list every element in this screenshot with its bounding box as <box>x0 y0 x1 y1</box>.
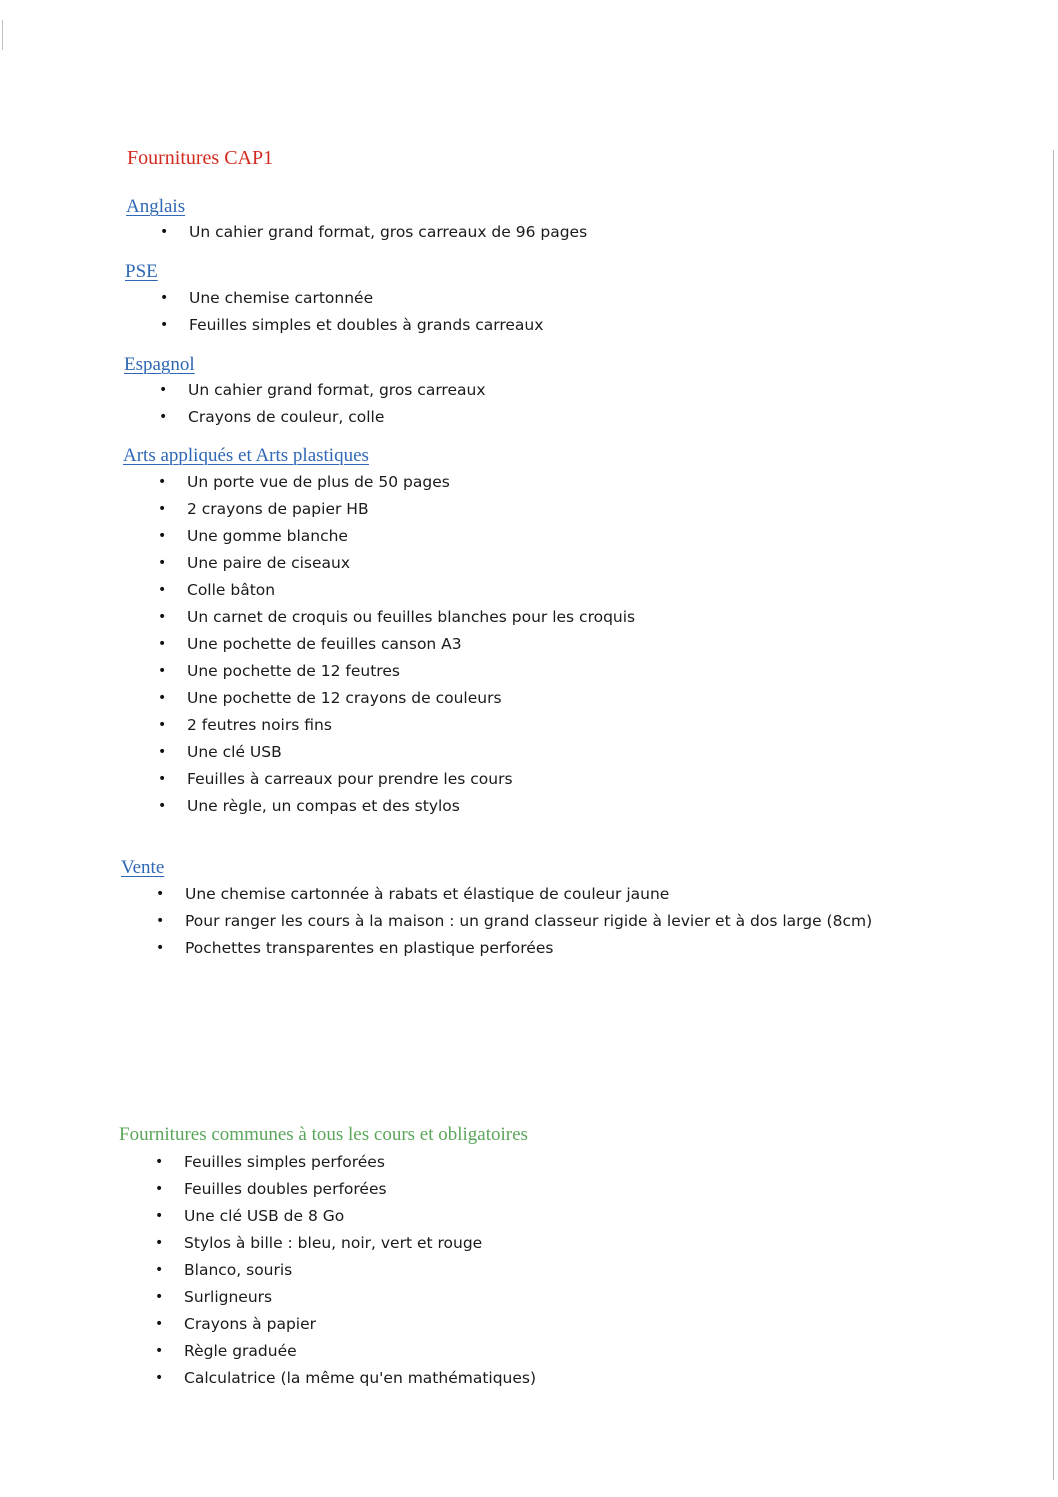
scanned-page: Fournitures CAP1 Anglais • Un cahier grand format, gros carreaux de 96 pages PSE • Une chemise cartonnée • Feuilles simples et doubles à grands carreaux Espagnol • Un cahier grand format, gros carreaux • Crayons de couleur, colle Arts appliqués et Arts plastiques • Un porte vue de plus de 50 pages • 2 crayons de papier HB • Une gomme blanche • Une paire de ciseaux • Colle bâton • Un carnet de croquis ou feuilles blanches pour les croquis • Une pochette de feuilles canson A3 • Une pochette de 12 feutres • Une pochette de 12 crayons de couleurs • 2 feutres noirs fins • Une clé USB • Feuilles à carreaux pour prendre les cours • Une règle, un compas et des stylos Vente • Une chemise cartonnée à rabats et élastique de couleur jaune • Pour ranger les cours à la maison : un grand classeur rigide à levier et à dos large (8cm) • Pochettes transparentes en plastique perforées Fournitures communes à tous les cours et obligatoires • Feuilles simples perforées • Feuilles doubles perforées • Une clé USB de 8 Go • Stylos à bille : bleu, noir, vert et rouge • Blanco, souris • Surligneurs • Crayons à papier • Règle graduée • Calculatrice (la même qu'en mathématiques) <box>0 0 1058 1497</box>
bullet-icon: • <box>156 913 165 929</box>
bullet-icon: • <box>156 940 165 956</box>
bullet-icon: • <box>158 798 167 814</box>
bullet-icon: • <box>158 528 167 544</box>
bullet-icon: • <box>158 501 167 517</box>
bullet-icon: • <box>155 1370 164 1386</box>
scan-edge-line <box>1053 150 1054 1480</box>
bullet-icon: • <box>155 1289 164 1305</box>
bullet-icon: • <box>155 1343 164 1359</box>
bullet-icon: • <box>158 663 167 679</box>
bullet-icon: • <box>155 1235 164 1251</box>
bullet-icon: • <box>160 317 169 333</box>
bullet-icon: • <box>158 717 167 733</box>
bullet-icon: • <box>155 1181 164 1197</box>
section-heading-pse: PSE <box>125 261 158 282</box>
bullet-icon: • <box>159 409 168 425</box>
bullet-icon: • <box>160 290 169 306</box>
bullet-icon: • <box>160 224 169 240</box>
bullet-icon: • <box>158 582 167 598</box>
section-heading-anglais: Anglais <box>126 196 186 217</box>
section-heading-arts: Arts appliqués et Arts plastiques <box>123 445 369 466</box>
bullet-icon: • <box>155 1262 164 1278</box>
bullet-icon: • <box>158 744 167 760</box>
bullet-icon: • <box>155 1316 164 1332</box>
common-supplies-heading: Fournitures communes à tous les cours et obligatoires <box>119 1124 528 1145</box>
bullet-icon: • <box>158 636 167 652</box>
bullet-icon: • <box>158 474 167 490</box>
bullet-icon: • <box>159 382 168 398</box>
bullet-icon: • <box>155 1208 164 1224</box>
scan-edge-mark <box>2 20 3 50</box>
bullet-icon: • <box>158 771 167 787</box>
section-heading-espagnol: Espagnol <box>124 354 195 375</box>
bullet-icon: • <box>156 886 165 902</box>
bullet-icon: • <box>155 1154 164 1170</box>
section-heading-vente: Vente <box>121 857 165 878</box>
bullet-icon: • <box>158 690 167 706</box>
page-title: Fournitures CAP1 <box>127 147 274 169</box>
bullet-icon: • <box>158 555 167 571</box>
bullet-icon: • <box>158 609 167 625</box>
